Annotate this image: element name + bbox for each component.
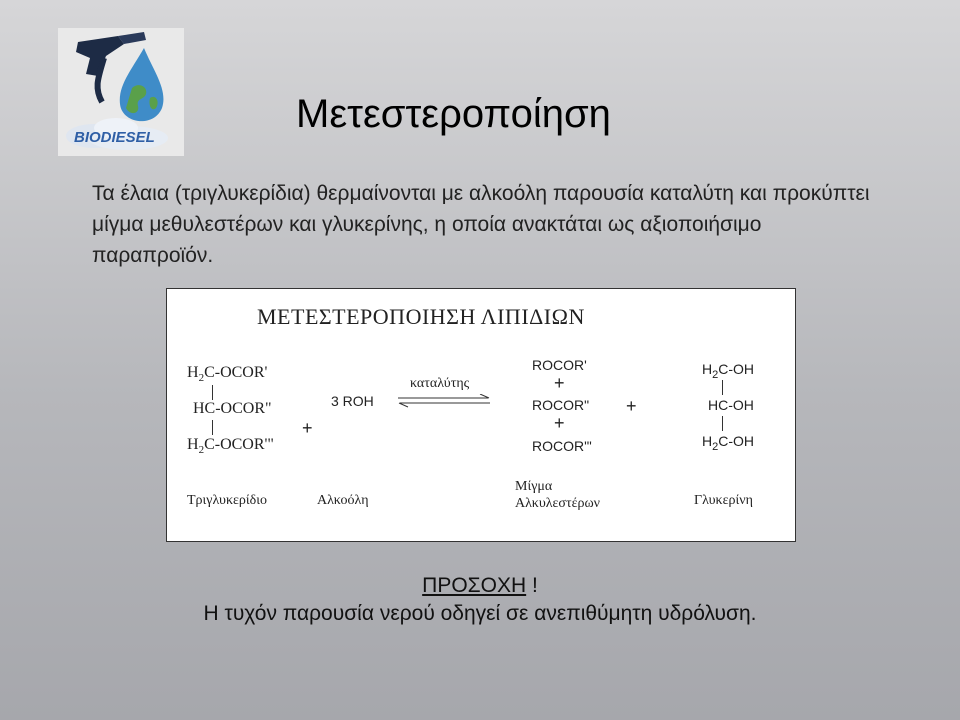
- catalyst-label: καταλύτης: [410, 376, 470, 391]
- logo-wordmark: BIODIESEL: [74, 129, 155, 146]
- intro-paragraph: Τα έλαια (τριγλυκερίδια) θερμαίνονται με αλκοόλη παρουσία καταλύτη και προκύπτει μίγμα μεθυλεστέρων και γλυκερίνης, η οποία ανακτάται ως αξιοποιήσιμο παραπροϊόν.: [92, 182, 870, 267]
- glycerol-line-1: $H_2C-OH$: [702, 361, 755, 381]
- diagram-title: ΜΕΤΕΣΤΕΡΟΠΟΙΗΣΗ ΛΙΠΙΔΙΩΝ: [257, 304, 585, 329]
- glycerol-line-3: $H_2C-OH$: [702, 433, 755, 453]
- ester-1: ROCOR': [532, 357, 587, 373]
- ester-3: ROCOR'": [532, 438, 592, 454]
- glycerol-line-2: HC-OH: [708, 397, 754, 413]
- label-alcohol: Αλκοόλη: [317, 493, 369, 508]
- attention-text: Η τυχόν παρουσία νερού οδηγεί σε ανεπιθύμητη υδρόλυση.: [203, 602, 757, 625]
- label-mixture-1: Μίγμα: [515, 479, 553, 494]
- triglyceride-line-3: $H_2C-OCOR'$": [187, 436, 274, 456]
- plus-sign: +: [554, 373, 565, 393]
- ester-2: ROCOR": [532, 397, 590, 413]
- bond-line: [722, 416, 723, 431]
- plus-sign: +: [554, 413, 565, 433]
- bond-line: [212, 385, 213, 400]
- biodiesel-logo-graphic: [58, 28, 184, 156]
- plus-sign: +: [302, 418, 313, 438]
- label-triglyceride: Τριγλυκερίδιο: [187, 493, 268, 508]
- label-mixture-2: Αλκυλεστέρων: [515, 496, 601, 511]
- triglyceride-line-1: $H_2C-OCOR'$: [187, 364, 268, 384]
- triglyceride-line-2: HC-OCOR": [193, 400, 272, 417]
- biodiesel-logo: [58, 28, 184, 156]
- bond-line: [722, 380, 723, 395]
- attention-heading: ΠΡΟΣΟΧΗ: [422, 574, 527, 597]
- plus-sign: +: [626, 396, 637, 416]
- bond-line: [212, 420, 213, 435]
- equilibrium-arrows: [396, 394, 492, 408]
- attention-note: [0, 572, 960, 628]
- attention-exclaim: !: [526, 574, 538, 597]
- alcohol-formula: 3 ROH: [331, 393, 374, 409]
- slide-title: Μετεστεροποίηση: [296, 92, 611, 136]
- label-glycerol: Γλυκερίνη: [694, 493, 753, 508]
